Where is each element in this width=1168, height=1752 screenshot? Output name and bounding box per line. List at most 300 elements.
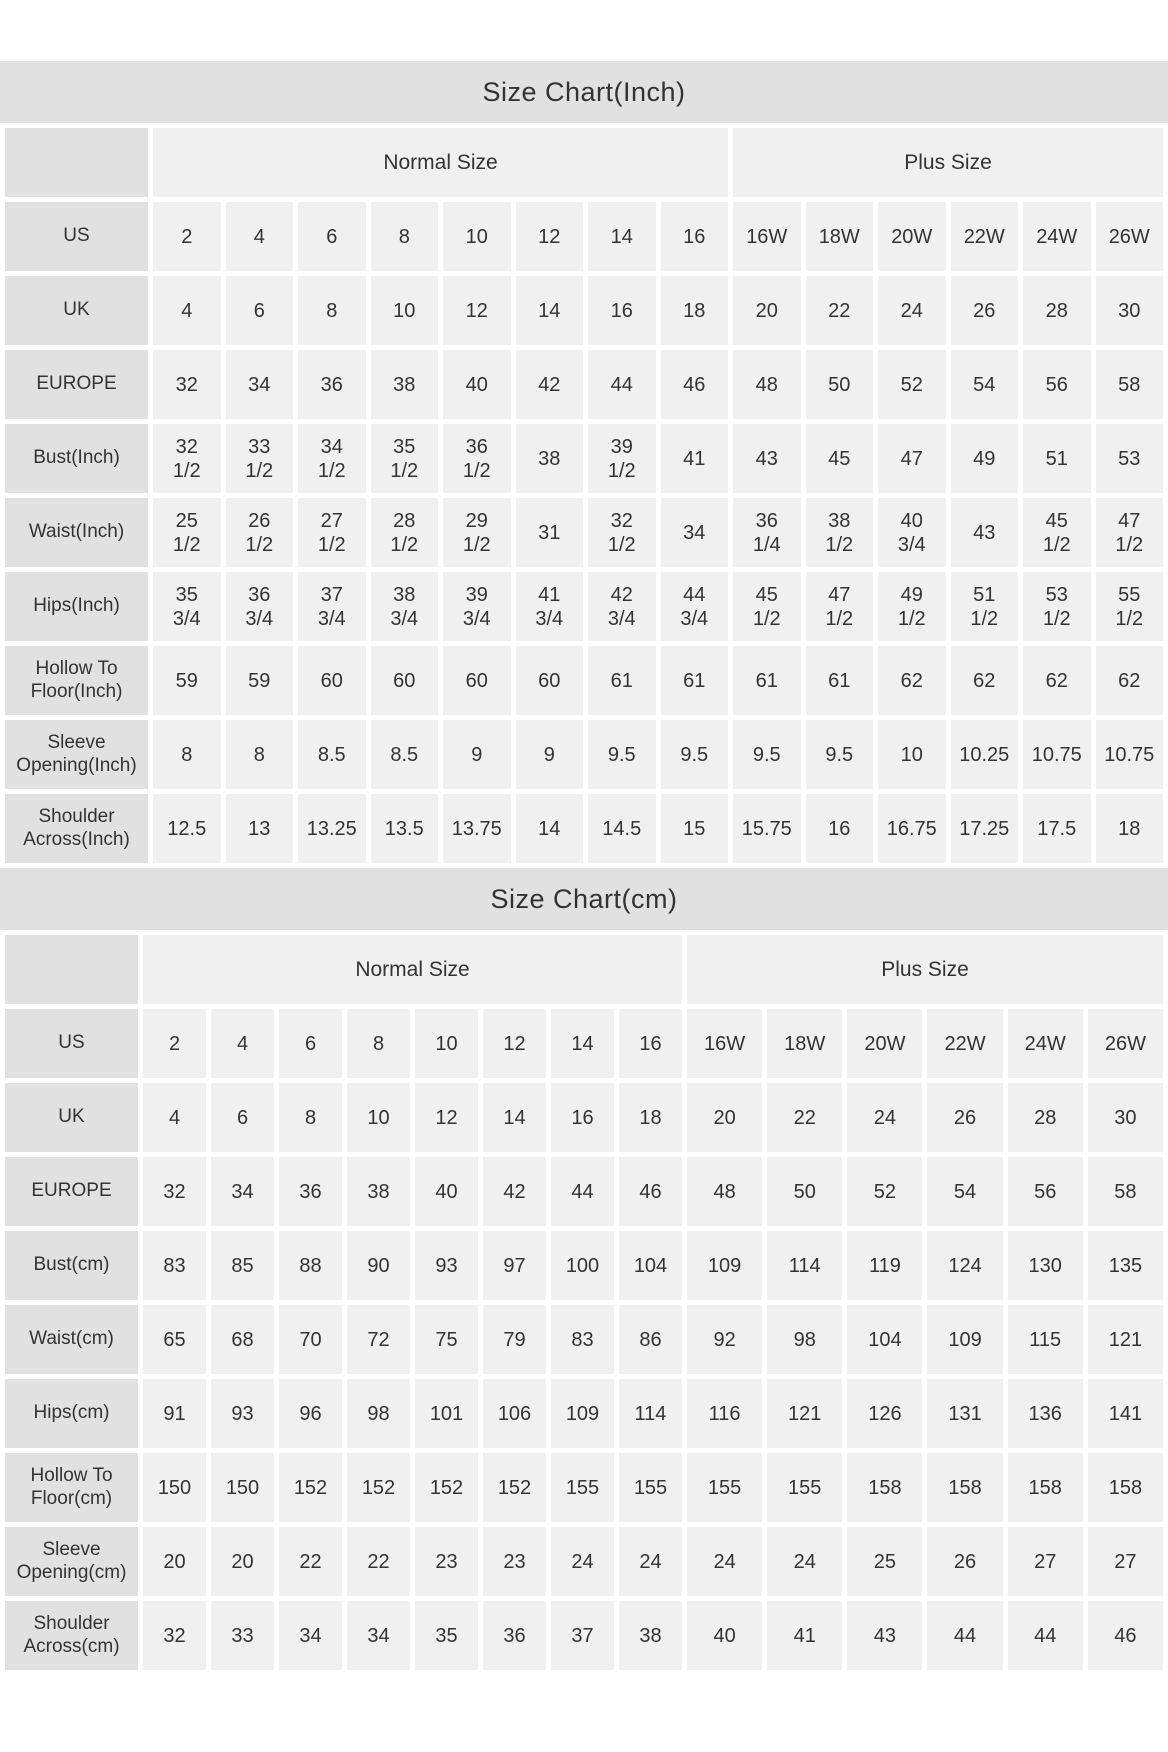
corner-cell (5, 128, 148, 197)
size-cell: 28 (1008, 1083, 1083, 1152)
size-cell: 38 (619, 1601, 682, 1670)
size-cell: 12 (483, 1009, 546, 1078)
size-cell: 33 1/2 (226, 424, 294, 493)
size-cell: 93 (211, 1379, 274, 1448)
size-cell: 85 (211, 1231, 274, 1300)
size-cell: 155 (767, 1453, 842, 1522)
size-cell: 2 (143, 1009, 206, 1078)
size-cell: 72 (347, 1305, 410, 1374)
size-cell: 23 (483, 1527, 546, 1596)
size-cell: 61 (806, 646, 874, 715)
row-label: Waist(Inch) (5, 498, 148, 567)
size-cell: 51 1/2 (951, 572, 1019, 641)
size-cell: 40 (687, 1601, 762, 1670)
size-cell: 38 (371, 350, 439, 419)
size-cell: 130 (1008, 1231, 1083, 1300)
size-cell: 14.5 (588, 794, 656, 863)
size-cell: 16 (661, 202, 729, 271)
size-cell: 27 (1008, 1527, 1083, 1596)
size-chart-inch-title-bar (0, 61, 1168, 123)
table-row (5, 1083, 1163, 1152)
size-cell: 124 (927, 1231, 1002, 1300)
size-cell: 83 (551, 1305, 614, 1374)
size-cell: 8 (298, 276, 366, 345)
size-cell: 10 (443, 202, 511, 271)
size-cell: 16 (551, 1083, 614, 1152)
size-cell: 24W (1023, 202, 1091, 271)
row-label: Sleeve Opening(cm) (5, 1527, 138, 1596)
table-row (5, 646, 1163, 715)
size-cell: 136 (1008, 1379, 1083, 1448)
size-cell: 31 (516, 498, 584, 567)
size-cell: 36 (279, 1157, 342, 1226)
size-cell: 53 1/2 (1023, 572, 1091, 641)
size-cell: 18W (806, 202, 874, 271)
size-cell: 135 (1088, 1231, 1163, 1300)
size-cell: 48 (687, 1157, 762, 1226)
size-cell: 54 (951, 350, 1019, 419)
size-cell: 56 (1008, 1157, 1083, 1226)
size-cell: 25 1/2 (153, 498, 221, 567)
size-cell: 79 (483, 1305, 546, 1374)
group-header-normal: Normal Size (143, 935, 682, 1004)
size-cell: 97 (483, 1231, 546, 1300)
size-cell: 152 (347, 1453, 410, 1522)
size-cell: 25 (847, 1527, 922, 1596)
size-cell: 158 (1008, 1453, 1083, 1522)
size-cell: 58 (1096, 350, 1164, 419)
size-cell: 22W (927, 1009, 1002, 1078)
size-cell: 20 (211, 1527, 274, 1596)
size-cell: 4 (226, 202, 294, 271)
size-cell: 36 (298, 350, 366, 419)
size-cell: 22 (279, 1527, 342, 1596)
size-cell: 24 (687, 1527, 762, 1596)
size-cell: 16 (588, 276, 656, 345)
size-cell: 13.75 (443, 794, 511, 863)
size-cell: 28 1/2 (371, 498, 439, 567)
row-label: Hips(Inch) (5, 572, 148, 641)
size-cell: 26 (927, 1083, 1002, 1152)
table-row (5, 720, 1163, 789)
size-cell: 14 (588, 202, 656, 271)
size-cell: 158 (847, 1453, 922, 1522)
size-cell: 10.25 (951, 720, 1019, 789)
size-cell: 61 (733, 646, 801, 715)
size-cell: 8 (226, 720, 294, 789)
size-cell: 40 (415, 1157, 478, 1226)
size-cell: 34 (661, 498, 729, 567)
size-cell: 45 1/2 (1023, 498, 1091, 567)
size-cell: 44 (588, 350, 656, 419)
size-cell: 16W (687, 1009, 762, 1078)
size-cell: 34 (279, 1601, 342, 1670)
size-cell: 8.5 (371, 720, 439, 789)
size-cell: 68 (211, 1305, 274, 1374)
size-cell: 15 (661, 794, 729, 863)
size-cell: 48 (733, 350, 801, 419)
size-cell: 47 1/2 (806, 572, 874, 641)
size-cell: 58 (1088, 1157, 1163, 1226)
size-cell: 17.25 (951, 794, 1019, 863)
size-cell: 109 (551, 1379, 614, 1448)
size-cell: 53 (1096, 424, 1164, 493)
size-cell: 49 1/2 (878, 572, 946, 641)
table-row (5, 1305, 1163, 1374)
size-cell: 119 (847, 1231, 922, 1300)
size-cell: 9.5 (733, 720, 801, 789)
size-cell: 46 (619, 1157, 682, 1226)
size-cell: 6 (279, 1009, 342, 1078)
size-cell: 24 (551, 1527, 614, 1596)
size-cell: 40 (443, 350, 511, 419)
size-cell: 10 (371, 276, 439, 345)
size-cell: 93 (415, 1231, 478, 1300)
size-cell: 141 (1088, 1379, 1163, 1448)
group-header-normal: Normal Size (153, 128, 728, 197)
size-cell: 34 (226, 350, 294, 419)
size-cell: 50 (767, 1157, 842, 1226)
size-cell: 12 (415, 1083, 478, 1152)
size-cell: 50 (806, 350, 874, 419)
size-cell: 155 (687, 1453, 762, 1522)
table-row (5, 1231, 1163, 1300)
size-cell: 150 (211, 1453, 274, 1522)
size-cell: 20 (143, 1527, 206, 1596)
size-cell: 86 (619, 1305, 682, 1374)
size-cell: 8 (371, 202, 439, 271)
size-cell: 60 (443, 646, 511, 715)
size-cell: 158 (927, 1453, 1002, 1522)
size-cell: 26W (1088, 1009, 1163, 1078)
size-cell: 41 (767, 1601, 842, 1670)
size-cell: 88 (279, 1231, 342, 1300)
size-cell: 51 (1023, 424, 1091, 493)
size-cell: 116 (687, 1379, 762, 1448)
table-row (5, 1453, 1163, 1522)
size-cell: 10 (878, 720, 946, 789)
size-cell: 59 (226, 646, 294, 715)
size-cell: 8 (279, 1083, 342, 1152)
size-cell: 9 (516, 720, 584, 789)
size-cell: 6 (226, 276, 294, 345)
size-cell: 13.25 (298, 794, 366, 863)
size-cell: 126 (847, 1379, 922, 1448)
size-cell: 26 (927, 1527, 1002, 1596)
table-row (5, 1527, 1163, 1596)
size-chart-cm-title: Size Chart(cm) (490, 883, 678, 914)
size-cell: 114 (767, 1231, 842, 1300)
size-cell: 10.75 (1023, 720, 1091, 789)
size-cell: 34 (211, 1157, 274, 1226)
table-row (5, 572, 1163, 641)
size-cell: 131 (927, 1379, 1002, 1448)
table-row (5, 424, 1163, 493)
size-cell: 8 (347, 1009, 410, 1078)
size-cell: 121 (1088, 1305, 1163, 1374)
size-cell: 60 (298, 646, 366, 715)
size-cell: 24W (1008, 1009, 1083, 1078)
size-cell: 6 (298, 202, 366, 271)
size-cell: 10 (347, 1083, 410, 1152)
size-cell: 9.5 (588, 720, 656, 789)
size-cell: 56 (1023, 350, 1091, 419)
size-cell: 20 (687, 1083, 762, 1152)
size-cell: 4 (143, 1083, 206, 1152)
group-header-plus: Plus Size (733, 128, 1163, 197)
size-cell: 16W (733, 202, 801, 271)
table-row (5, 1601, 1163, 1670)
size-cell: 90 (347, 1231, 410, 1300)
size-cell: 28 (1023, 276, 1091, 345)
size-cell: 60 (371, 646, 439, 715)
row-label: EUROPE (5, 1157, 138, 1226)
group-header-plus: Plus Size (687, 935, 1163, 1004)
size-cell: 91 (143, 1379, 206, 1448)
size-cell: 42 3/4 (588, 572, 656, 641)
size-cell: 38 (516, 424, 584, 493)
size-cell: 62 (878, 646, 946, 715)
size-cell: 23 (415, 1527, 478, 1596)
size-cell: 38 3/4 (371, 572, 439, 641)
row-label: Hips(cm) (5, 1379, 138, 1448)
size-cell: 101 (415, 1379, 478, 1448)
size-cell: 152 (415, 1453, 478, 1522)
size-cell: 4 (153, 276, 221, 345)
size-cell: 24 (847, 1083, 922, 1152)
table-row (5, 794, 1163, 863)
row-label: UK (5, 1083, 138, 1152)
size-cell: 47 (878, 424, 946, 493)
size-cell: 38 1/2 (806, 498, 874, 567)
size-cell: 42 (483, 1157, 546, 1226)
row-label: Shoulder Across(cm) (5, 1601, 138, 1670)
size-cell: 158 (1088, 1453, 1163, 1522)
size-cell: 14 (551, 1009, 614, 1078)
size-cell: 39 1/2 (588, 424, 656, 493)
size-cell: 9.5 (806, 720, 874, 789)
size-cell: 26 1/2 (226, 498, 294, 567)
size-cell: 14 (483, 1083, 546, 1152)
size-cell: 10.75 (1096, 720, 1164, 789)
size-cell: 83 (143, 1231, 206, 1300)
size-cell: 43 (847, 1601, 922, 1670)
size-cell: 20 (733, 276, 801, 345)
size-cell: 32 (143, 1157, 206, 1226)
size-cell: 44 3/4 (661, 572, 729, 641)
size-cell: 39 3/4 (443, 572, 511, 641)
size-cell: 14 (516, 276, 584, 345)
size-cell: 52 (847, 1157, 922, 1226)
row-label: UK (5, 276, 148, 345)
size-cell: 62 (1096, 646, 1164, 715)
group-header-row (5, 935, 1163, 1004)
size-cell: 9.5 (661, 720, 729, 789)
size-cell: 30 (1088, 1083, 1163, 1152)
size-cell: 35 (415, 1601, 478, 1670)
size-cell: 109 (927, 1305, 1002, 1374)
size-cell: 152 (483, 1453, 546, 1522)
size-cell: 155 (551, 1453, 614, 1522)
size-cell: 26W (1096, 202, 1164, 271)
size-cell: 26 (951, 276, 1019, 345)
size-cell: 36 (483, 1601, 546, 1670)
size-cell: 40 3/4 (878, 498, 946, 567)
size-cell: 20W (847, 1009, 922, 1078)
size-cell: 106 (483, 1379, 546, 1448)
group-header-row (5, 128, 1163, 197)
size-cell: 10 (415, 1009, 478, 1078)
size-cell: 41 (661, 424, 729, 493)
size-cell: 70 (279, 1305, 342, 1374)
size-cell: 36 1/2 (443, 424, 511, 493)
size-cell: 55 1/2 (1096, 572, 1164, 641)
size-cell: 36 3/4 (226, 572, 294, 641)
size-cell: 52 (878, 350, 946, 419)
table-row (5, 202, 1163, 271)
top-spacer (0, 0, 1168, 61)
row-label: Shoulder Across(Inch) (5, 794, 148, 863)
size-cell: 42 (516, 350, 584, 419)
row-label: Sleeve Opening(Inch) (5, 720, 148, 789)
row-label: Hollow To Floor(cm) (5, 1453, 138, 1522)
size-cell: 54 (927, 1157, 1002, 1226)
table-row (5, 350, 1163, 419)
size-cell: 155 (619, 1453, 682, 1522)
size-cell: 4 (211, 1009, 274, 1078)
size-cell: 29 1/2 (443, 498, 511, 567)
size-cell: 96 (279, 1379, 342, 1448)
row-label: Hollow To Floor(Inch) (5, 646, 148, 715)
size-cell: 8 (153, 720, 221, 789)
size-cell: 61 (661, 646, 729, 715)
size-cell: 32 1/2 (588, 498, 656, 567)
size-cell: 75 (415, 1305, 478, 1374)
size-cell: 46 (661, 350, 729, 419)
size-cell: 65 (143, 1305, 206, 1374)
size-cell: 13 (226, 794, 294, 863)
size-cell: 32 (153, 350, 221, 419)
size-cell: 121 (767, 1379, 842, 1448)
size-cell: 14 (516, 794, 584, 863)
size-cell: 38 (347, 1157, 410, 1226)
size-cell: 100 (551, 1231, 614, 1300)
size-cell: 8.5 (298, 720, 366, 789)
size-cell: 18W (767, 1009, 842, 1078)
size-cell: 20W (878, 202, 946, 271)
size-cell: 17.5 (1023, 794, 1091, 863)
table-row (5, 498, 1163, 567)
size-cell: 44 (927, 1601, 1002, 1670)
row-label: US (5, 202, 148, 271)
size-cell: 13.5 (371, 794, 439, 863)
size-cell: 150 (143, 1453, 206, 1522)
size-cell: 22W (951, 202, 1019, 271)
size-cell: 16.75 (878, 794, 946, 863)
size-cell: 41 3/4 (516, 572, 584, 641)
size-cell: 2 (153, 202, 221, 271)
size-cell: 59 (153, 646, 221, 715)
table-row (5, 1379, 1163, 1448)
size-cell: 32 1/2 (153, 424, 221, 493)
size-cell: 6 (211, 1083, 274, 1152)
size-cell: 62 (951, 646, 1019, 715)
row-label: EUROPE (5, 350, 148, 419)
size-cell: 27 1/2 (298, 498, 366, 567)
row-label: Bust(Inch) (5, 424, 148, 493)
size-cell: 45 1/2 (733, 572, 801, 641)
size-cell: 22 (347, 1527, 410, 1596)
size-cell: 114 (619, 1379, 682, 1448)
size-cell: 46 (1088, 1601, 1163, 1670)
size-cell: 109 (687, 1231, 762, 1300)
size-cell: 92 (687, 1305, 762, 1374)
size-cell: 32 (143, 1601, 206, 1670)
size-cell: 47 1/2 (1096, 498, 1164, 567)
size-cell: 24 (619, 1527, 682, 1596)
size-cell: 12 (443, 276, 511, 345)
size-cell: 45 (806, 424, 874, 493)
size-cell: 34 1/2 (298, 424, 366, 493)
size-cell: 60 (516, 646, 584, 715)
size-cell: 98 (767, 1305, 842, 1374)
table-row (5, 1157, 1163, 1226)
size-cell: 18 (661, 276, 729, 345)
size-cell: 62 (1023, 646, 1091, 715)
size-cell: 30 (1096, 276, 1164, 345)
size-cell: 37 (551, 1601, 614, 1670)
size-chart-inch-title: Size Chart(Inch) (482, 76, 686, 107)
size-chart-cm-title-bar (0, 868, 1168, 930)
size-cell: 12.5 (153, 794, 221, 863)
size-cell: 27 (1088, 1527, 1163, 1596)
size-cell: 98 (347, 1379, 410, 1448)
size-cell: 24 (878, 276, 946, 345)
size-cell: 16 (619, 1009, 682, 1078)
size-cell: 9 (443, 720, 511, 789)
row-label: US (5, 1009, 138, 1078)
size-cell: 16 (806, 794, 874, 863)
size-cell: 104 (847, 1305, 922, 1374)
size-cell: 44 (551, 1157, 614, 1226)
row-label: Bust(cm) (5, 1231, 138, 1300)
size-cell: 35 1/2 (371, 424, 439, 493)
size-cell: 22 (767, 1083, 842, 1152)
size-cell: 44 (1008, 1601, 1083, 1670)
size-cell: 18 (1096, 794, 1164, 863)
table-row (5, 1009, 1163, 1078)
size-cell: 12 (516, 202, 584, 271)
size-cell: 18 (619, 1083, 682, 1152)
size-cell: 104 (619, 1231, 682, 1300)
size-cell: 15.75 (733, 794, 801, 863)
size-cell: 49 (951, 424, 1019, 493)
size-chart-inch-table (0, 123, 1168, 868)
size-cell: 35 3/4 (153, 572, 221, 641)
size-cell: 43 (951, 498, 1019, 567)
size-chart-cm-table (0, 930, 1168, 1675)
size-cell: 37 3/4 (298, 572, 366, 641)
size-cell: 24 (767, 1527, 842, 1596)
size-cell: 152 (279, 1453, 342, 1522)
size-cell: 34 (347, 1601, 410, 1670)
size-cell: 33 (211, 1601, 274, 1670)
size-cell: 22 (806, 276, 874, 345)
size-cell: 61 (588, 646, 656, 715)
corner-cell (5, 935, 138, 1004)
table-row (5, 276, 1163, 345)
row-label: Waist(cm) (5, 1305, 138, 1374)
